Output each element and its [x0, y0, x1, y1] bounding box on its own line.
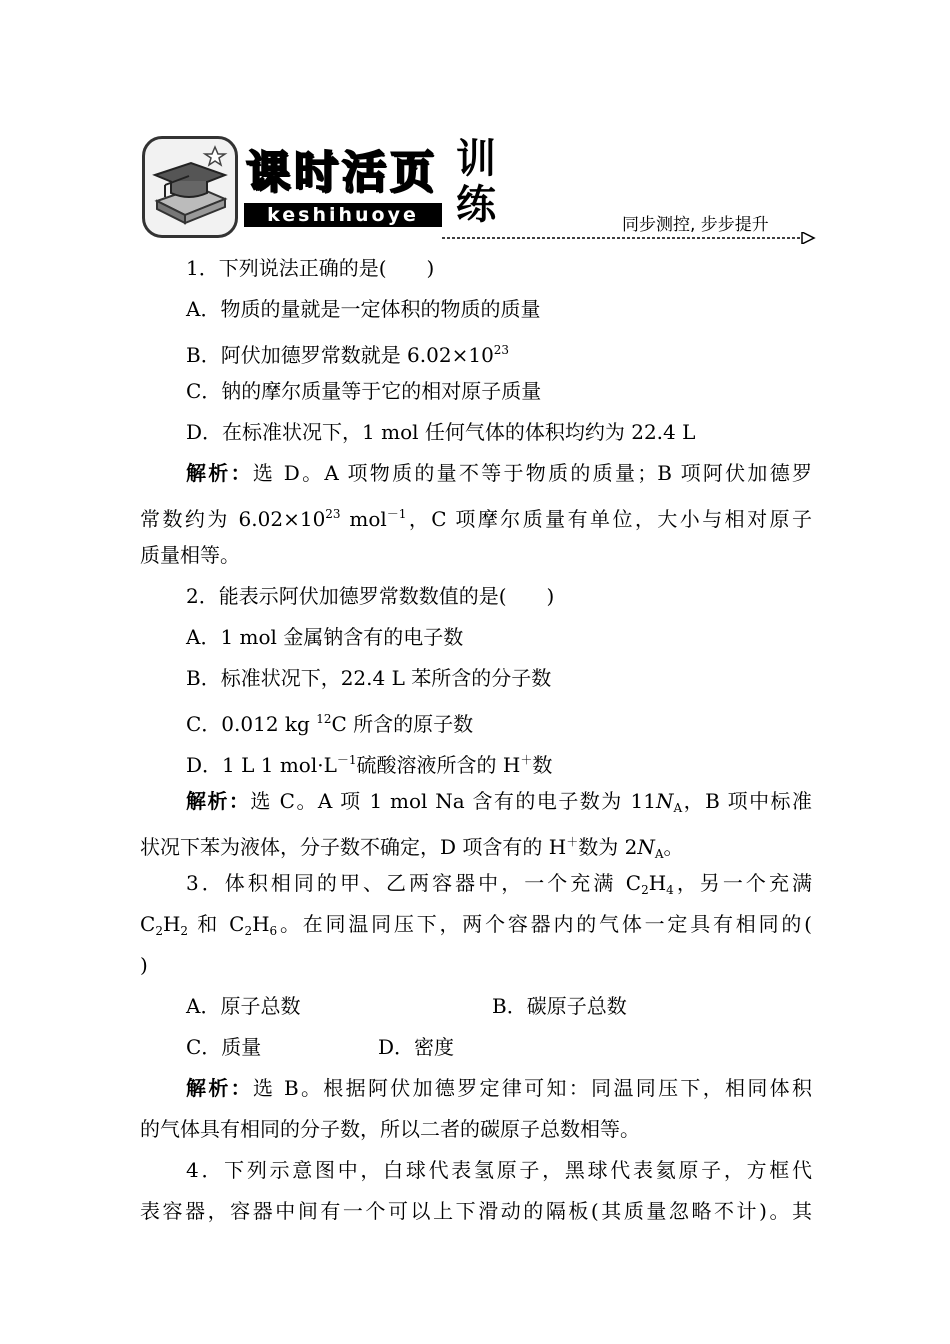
q1-option-d: D．在标准状况下，1 mol 任何气体的体积均约为 22.4 L: [186, 420, 696, 444]
q3-stem-line: ): [140, 953, 148, 977]
q3-analysis-line: 的气体具有相同的分子数，所以二者的碳原子总数相等。: [140, 1117, 640, 1141]
q1-analysis-line: 常数约为 $6.02\times 10^{23}$ mol$^{-1}$，C 项摩尔质量有单位，大小与相对原子: [140, 507, 812, 531]
arrow-rule-icon: [142, 232, 817, 244]
q1-option-a: A．物质的量就是一定体积的物质的质量: [186, 297, 541, 321]
q3-options-row: [140, 986, 812, 1027]
q2-option-a: A．1 mol 金属钠含有的电子数: [186, 625, 464, 649]
q1-option-c: C．钠的摩尔质量等于它的相对原子质量: [186, 379, 542, 403]
q3-analysis-line: 解析：选 B。根据阿伏加德罗定律可知：同温同压下，相同体积: [186, 1076, 812, 1100]
q3-option-c: C．质量: [186, 1035, 262, 1059]
q1-stem: 1．下列说法正确的是( ): [186, 256, 435, 280]
banner-pinyin: keshihuoye: [244, 203, 442, 227]
q2-analysis-line: 解析：选 C。A 项 1 mol Na 含有的电子数为 $11N_A$，B 项中标准: [186, 789, 812, 815]
q1-analysis-line: 解析：选 D。A 项物质的量不等于物质的质量；B 项阿伏加德罗: [186, 461, 812, 485]
q3-option-b: B．碳原子总数: [492, 994, 627, 1018]
banner-title: 课时活页: [246, 147, 438, 198]
header-banner: [0, 0, 950, 250]
side-title-char: 练: [456, 182, 496, 228]
q4-stem-line: 表容器，容器中间有一个可以上下滑动的隔板(其质量忽略不计)。其: [140, 1199, 812, 1223]
q3-option-a: A．原子总数: [186, 994, 301, 1018]
q2-option-d: D．1 L 1 $mol\cdot L^{-1}$硫酸溶液所含的 H＋数: [186, 753, 553, 777]
q2-stem: 2．能表示阿伏加德罗常数数值的是( ): [186, 584, 555, 608]
question-list: [140, 248, 812, 1232]
side-title-char: 训: [456, 136, 496, 182]
q4-stem-line: 4．下列示意图中，白球代表氢原子，黑球代表氦原子，方框代: [186, 1158, 812, 1182]
q2-option-c: C．0.012 kg $^{12}$C 所含的原子数: [186, 712, 474, 736]
q3-stem-line: 3．体积相同的甲、乙两容器中，一个充满 $C_2H_4$，另一个充满: [186, 871, 812, 897]
q3-option-d: D．密度: [378, 1035, 455, 1059]
graduation-cap-book-icon: [142, 136, 238, 238]
q2-option-b: B．标准状况下，22.4 L 苯所含的分子数: [186, 666, 552, 690]
q1-analysis-line: 质量相等。: [140, 543, 240, 567]
q2-analysis-line: 状况下苯为液体，分子数不确定，D 项含有的 H＋数为 $2N_A$。: [140, 835, 684, 861]
banner-side-title: [452, 136, 500, 228]
q3-stem-line: $C_2H_2$ 和 $C_2H_6$。在同温同压下，两个容器内的气体一定具有相同的(: [140, 912, 812, 938]
q1-option-b: B．阿伏加德罗常数就是 $6.02\times 10^{23}$: [186, 343, 510, 367]
banner-tagline: 同步测控, 步步提升: [622, 215, 769, 235]
q3-options-row: [140, 1027, 812, 1068]
